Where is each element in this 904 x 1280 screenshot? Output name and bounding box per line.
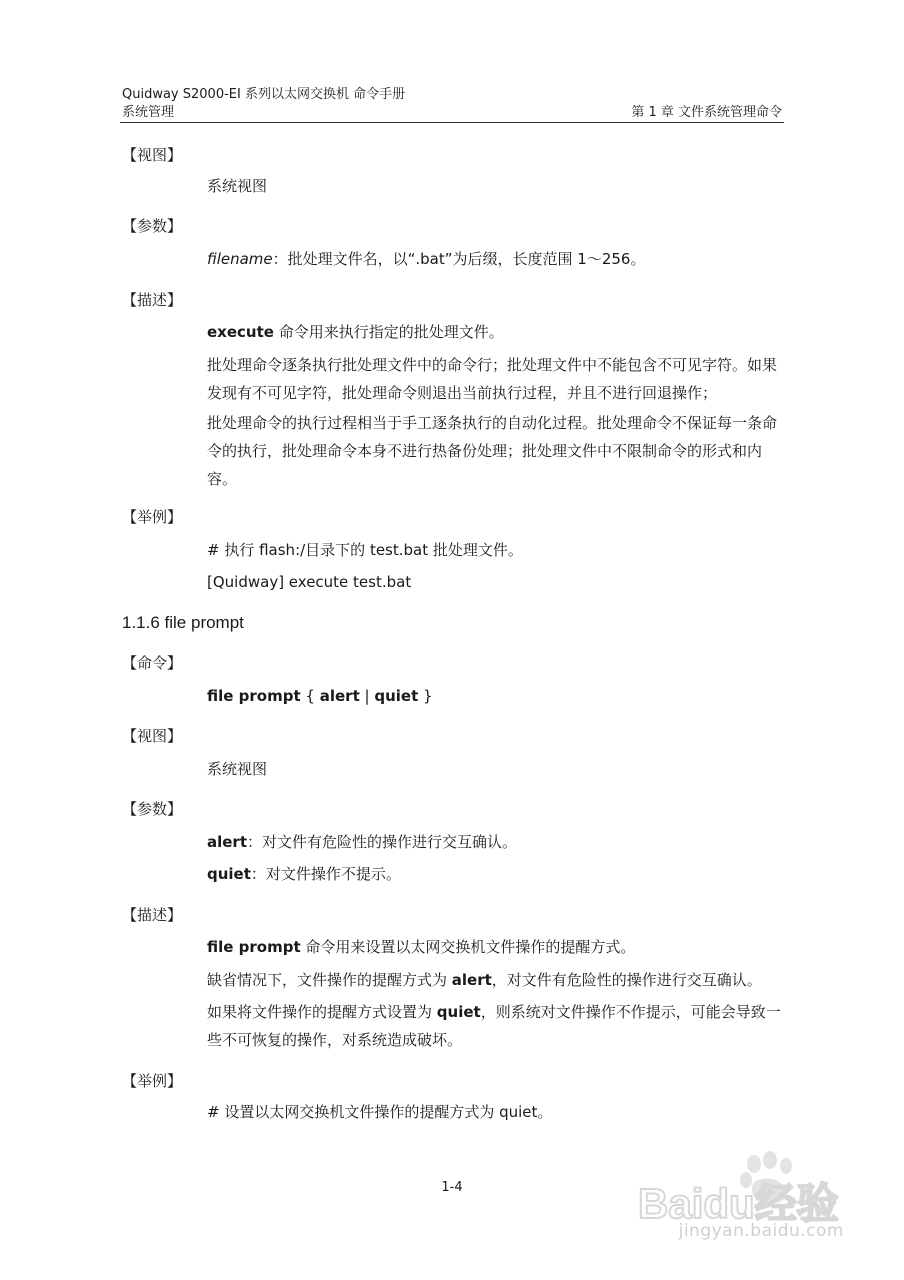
execute-param-filename (207, 245, 787, 273)
desc-text: 命令用来设置以太网交换机文件操作的提醒方式。 (300, 938, 636, 956)
doc-title: Quidway S2000-EI 系列以太网交换机 命令手册 (122, 87, 406, 102)
file-prompt-syntax (207, 682, 787, 710)
file-prompt-param-quiet (207, 860, 787, 888)
section-heading-file-prompt: 1.1.6 file prompt (122, 613, 244, 632)
file-prompt-example-comment: # 设置以太网交换机文件操作的提醒方式为 quiet。 (207, 1103, 553, 1121)
desc-text: 缺省情况下，文件操作的提醒方式为 (207, 971, 452, 989)
header-chapter: 第 1 章 文件系统管理命令 (631, 105, 782, 120)
desc-text: ，对文件有危险性的操作进行交互确认。 (491, 971, 762, 989)
execute-desc-1 (207, 318, 787, 346)
param-desc: ：批处理文件名，以“.bat”为后缀，长度范围 1～256。 (272, 250, 646, 268)
execute-desc-3: 批处理命令的执行过程相当于手工逐条执行的自动化过程。批处理命令不保证每一条命令的执行，批处理命令本身不进行热备份处理；批处理文件中不限制命令的形式和内容。 (207, 414, 778, 488)
execute-example-comment: # 执行 flash:/目录下的 test.bat 批处理文件。 (207, 541, 523, 559)
desc-text: 命令用来执行指定的批处理文件。 (273, 323, 504, 341)
file-prompt-desc-2 (207, 966, 785, 994)
param-name: filename (207, 250, 273, 268)
param-name: alert (207, 833, 248, 851)
param-desc: ：对文件有危险性的操作进行交互确认。 (247, 833, 518, 851)
desc-text: ，则系统对文件操作不作提示，可能会导致一些不可恢复的操作，对系统造成破坏。 (207, 1003, 781, 1049)
header-section: 系统管理 (122, 105, 175, 120)
desc-text: 如果将文件操作的提醒方式设置为 (207, 1003, 437, 1021)
watermark-logo-text: Baidu经验 (638, 1180, 839, 1227)
cmd-keyword: execute (207, 323, 274, 341)
execute-example-code: [Quidway] execute test.bat (207, 573, 412, 591)
baidu-jingyan-watermark-icon (636, 1150, 846, 1260)
execute-desc-label: 【描述】 (122, 291, 183, 309)
keyword-quiet: quiet (436, 1003, 481, 1021)
file-prompt-desc-1 (207, 933, 787, 961)
file-prompt-view-value: 系统视图 (207, 760, 268, 778)
execute-view-label: 【视图】 (122, 146, 183, 164)
header-rule (120, 122, 784, 123)
execute-desc-2: 批处理命令逐条执行批处理文件中的命令行；批处理文件中不能包含不可见字符。如果发现有不可见字符，批处理命令则退出当前执行过程，并且不进行回退操作； (207, 356, 778, 402)
execute-params-label: 【参数】 (122, 217, 183, 235)
file-prompt-params-label: 【参数】 (122, 800, 183, 818)
header-left (122, 86, 405, 122)
syntax-cmd: file prompt (207, 687, 301, 705)
file-prompt-view-label: 【视图】 (122, 727, 183, 745)
file-prompt-desc-label: 【描述】 (122, 906, 183, 924)
file-prompt-example-label: 【举例】 (122, 1072, 183, 1090)
cmd-keyword: file prompt (207, 938, 301, 956)
syntax-opt-alert: alert (319, 687, 360, 705)
watermark-url: jingyan.baidu.com (678, 1221, 844, 1241)
syntax-brace-close: } (418, 687, 433, 705)
keyword-alert: alert (451, 971, 492, 989)
syntax-brace-open: { (300, 687, 320, 705)
file-prompt-param-alert (207, 828, 787, 856)
param-desc: ：对文件操作不提示。 (250, 865, 401, 883)
file-prompt-desc-3 (207, 998, 785, 1054)
file-prompt-cmd-label: 【命令】 (122, 654, 183, 672)
syntax-opt-quiet: quiet (374, 687, 419, 705)
param-name: quiet (207, 865, 251, 883)
execute-view-value: 系统视图 (207, 177, 268, 195)
syntax-sep: | (359, 687, 375, 705)
page-number: 1-4 (441, 1180, 463, 1195)
execute-example-label: 【举例】 (122, 508, 183, 526)
